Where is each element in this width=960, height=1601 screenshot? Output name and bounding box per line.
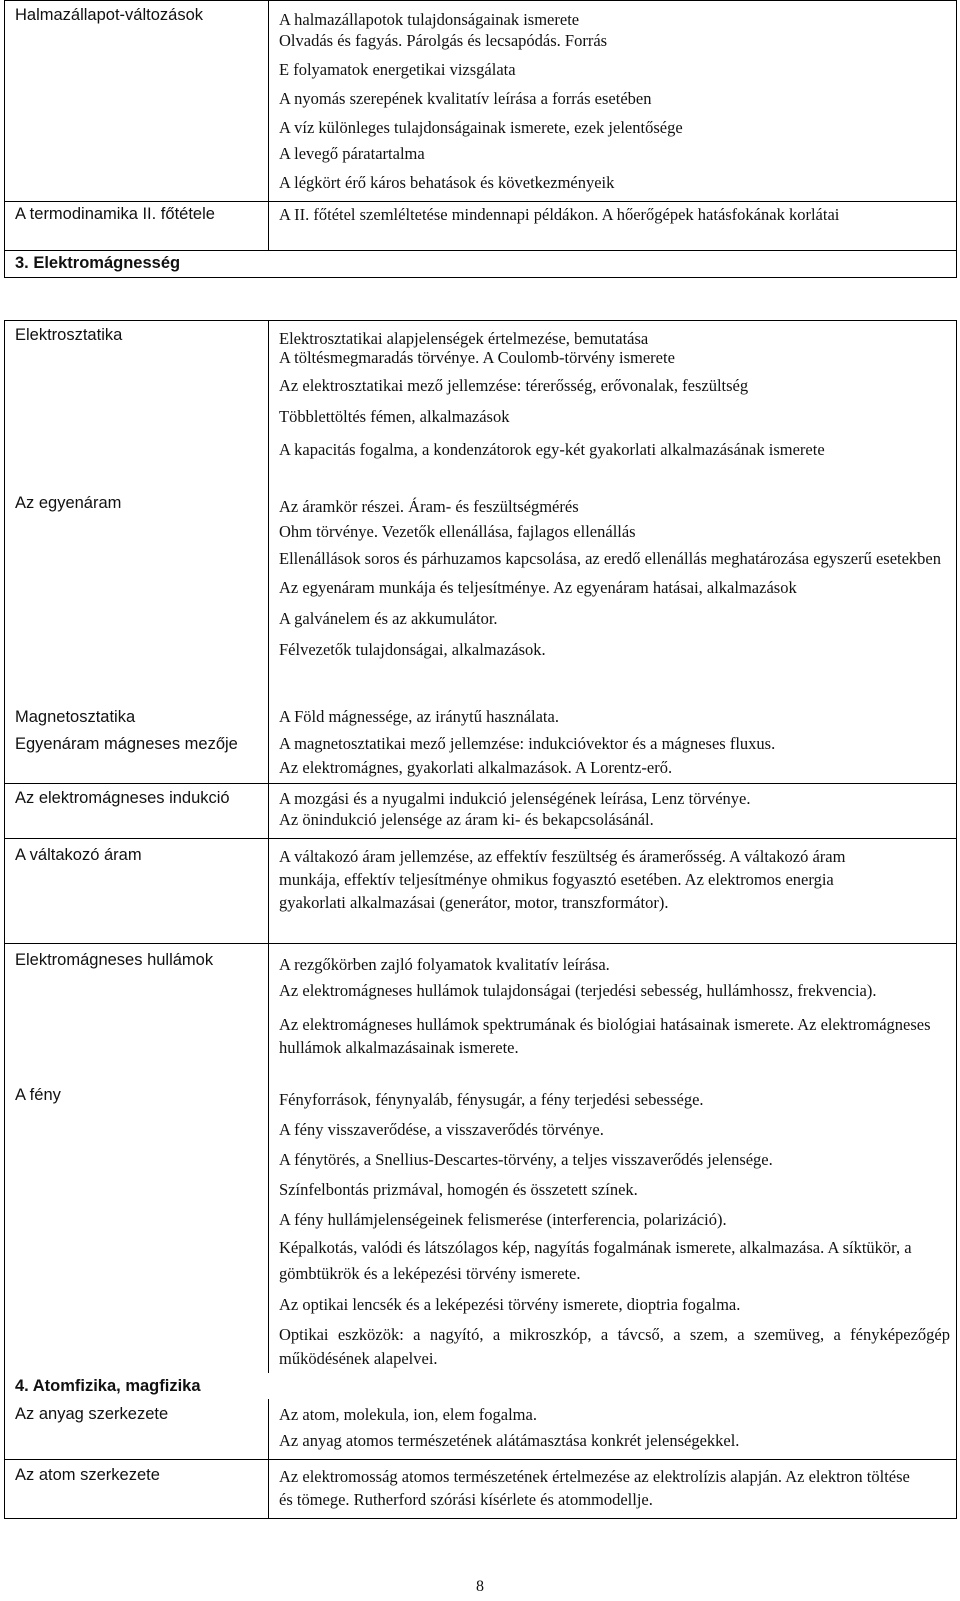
content-line: Olvadás és fagyás. Párolgás és lecsapódás. Forrás	[279, 31, 608, 50]
topic-label: Az egyenáram	[15, 494, 122, 512]
topic-cell	[5, 1399, 269, 1460]
topic-cell	[5, 1080, 269, 1373]
content-cell	[269, 1080, 957, 1373]
topic-cell	[5, 1, 269, 202]
page-number: 8	[476, 1578, 484, 1595]
table-row	[5, 1373, 957, 1399]
content-line: A töltésmegmaradás törvénye. A Coulomb-törvény ismerete	[279, 348, 675, 367]
content-line: A halmazállapotok tulajdonságainak ismerete	[279, 10, 580, 29]
topic-label: A termodinamika II. főtétele	[15, 205, 215, 223]
content-line: Félvezetők tulajdonságai, alkalmazások.	[279, 640, 546, 659]
table-row	[5, 1080, 957, 1373]
content-line: Fényforrások, fénynyaláb, fénysugár, a fény terjedési sebessége.	[279, 1090, 704, 1109]
content-cell	[269, 1, 957, 202]
content-line: Ohm törvénye. Vezetők ellenállása, fajlagos ellenállás	[279, 522, 636, 541]
content-line: Az elektromosság atomos természetének értelmezése az elektrolízis alapján. Az elektron töltése és tömege. Rutherford szórási kísérlete és atommodellje.	[279, 1467, 910, 1509]
content-line: Az elektromágnes, gyakorlati alkalmazások. A Lorentz-erő.	[279, 758, 673, 777]
topic-label: Az anyag szerkezete	[15, 1405, 169, 1423]
content-cell	[269, 1460, 957, 1519]
content-line: A rezgőkörben zajló folyamatok kvalitatív leírása.	[279, 955, 610, 974]
content-line: A fény hullámjelenségeinek felismerése (interferencia, polarizáció).	[279, 1210, 727, 1229]
content-line: A víz különleges tulajdonságainak ismerete, ezek jelentősége	[279, 118, 683, 137]
content-line: A II. főtétel szemléltetése mindennapi példákon. A hőerőgépek hatásfokának korlátai	[279, 205, 840, 224]
content-cell	[269, 701, 957, 784]
content-cell	[269, 839, 957, 944]
content-cell	[269, 202, 957, 251]
table-electromagnetism	[4, 320, 957, 1519]
content-line: A magnetosztatikai mező jellemzése: indukcióvektor és a mágneses fluxus.	[279, 734, 776, 753]
topic-cell	[5, 701, 269, 784]
table-row	[5, 1399, 957, 1460]
table-row	[5, 202, 957, 251]
content-line: A galvánelem és az akkumulátor.	[279, 609, 498, 628]
content-line: Elektrosztatikai alapjelenségek értelmezése, bemutatása	[279, 329, 649, 348]
section-heading: 4. Atomfizika, magfizika	[15, 1377, 201, 1395]
content-line: A nyomás szerepének kvalitatív leírása a forrás esetében	[279, 89, 652, 108]
content-line: A légkört érő káros behatások és következményeik	[279, 173, 615, 192]
content-line: A váltakozó áram jellemzése, az effektív feszültség és áramerősség. A váltakozó áram munkája, effektív teljesítménye ohmikus fogyasztó esetében. Az elektromos energia gyakorlati alkalmazásai (generátor, motor, transzformátor).	[279, 847, 846, 912]
content-line: Színfelbontás prizmával, homogén és összetett színek.	[279, 1180, 638, 1199]
content-line: A fénytörés, a Snellius-Descartes-törvény, a teljes visszaverődés jelensége.	[279, 1150, 773, 1169]
content-line: Az áramkör részei. Áram- és feszültségmérés	[279, 497, 579, 516]
content-line: A mozgási és a nyugalmi indukció jelenségének leírása, Lenz törvénye.	[279, 789, 751, 808]
topic-label: A váltakozó áram	[15, 846, 142, 864]
content-line: Képalkotás, valódi és látszólagos kép, nagyítás fogalmának ismerete, alkalmazása. A síktükör, a gömbtükrök és a leképezési törvény ismerete.	[279, 1238, 912, 1283]
topic-cell	[5, 1460, 269, 1519]
content-cell	[269, 321, 957, 492]
table-row	[5, 784, 957, 839]
content-cell	[269, 784, 957, 839]
content-line: Ellenállások soros és párhuzamos kapcsolása, az eredő ellenállás meghatározása egyszerű esetekben	[279, 549, 942, 568]
content-line: Az atom, molekula, ion, elem fogalma.	[279, 1405, 537, 1424]
topic-label: Elektromágneses hullámok	[15, 951, 214, 969]
topic-cell	[5, 202, 269, 251]
topic-label: Elektrosztatika	[15, 326, 123, 344]
content-line: A kapacitás fogalma, a kondenzátorok egy-két gyakorlati alkalmazásának ismerete	[279, 440, 825, 459]
table-row	[5, 701, 957, 784]
content-line: Az elektromágneses hullámok spektrumának és biológiai hatásainak ismerete. Az elektromágneses hullámok alkalmazásainak ismerete.	[279, 1015, 931, 1057]
topic-label: A fény	[15, 1086, 61, 1104]
table-row	[5, 1460, 957, 1519]
content-line: A levegő páratartalma	[279, 144, 425, 163]
content-cell	[269, 491, 957, 701]
table-row	[5, 251, 957, 278]
section-heading-cell	[5, 251, 957, 278]
topic-cell	[5, 491, 269, 701]
table-row	[5, 1, 957, 202]
table-row	[5, 839, 957, 944]
section-heading: 3. Elektromágnesség	[15, 254, 181, 272]
content-line: Az optikai lencsék és a leképezési törvény ismerete, dioptria fogalma.	[279, 1295, 741, 1314]
section-heading-cell	[5, 1373, 957, 1399]
content-line: E folyamatok energetikai vizsgálata	[279, 60, 516, 79]
content-line: Az önindukció jelensége az áram ki- és bekapcsolásánál.	[279, 810, 654, 829]
content-line: Optikai eszközök: a nagyító, a mikroszkóp, a távcső, a szem, a szemüveg, a fényképezőgép működésének alapelvei.	[279, 1325, 950, 1368]
topic-cell	[5, 784, 269, 839]
content-line: A Föld mágnessége, az iránytű használata.	[279, 707, 559, 726]
table-thermo	[4, 0, 957, 278]
content-line: Az elektrosztatikai mező jellemzése: térerősség, erővonalak, feszültség	[279, 376, 749, 395]
topic-cell	[5, 839, 269, 944]
table-row	[5, 491, 957, 701]
content-line: Az elektromágneses hullámok tulajdonságai (terjedési sebesség, hullámhossz, frekvencia).	[279, 981, 877, 1000]
content-line: Többlettöltés fémen, alkalmazások	[279, 407, 510, 426]
topic-cell	[5, 321, 269, 492]
content-line: A fény visszaverődése, a visszaverődés törvénye.	[279, 1120, 604, 1139]
content-cell	[269, 944, 957, 1081]
topic-cell	[5, 944, 269, 1081]
table-row	[5, 321, 957, 492]
content-line: Az anyag atomos természetének alátámasztása konkrét jelenségekkel.	[279, 1431, 740, 1450]
topic-label: Az elektromágneses indukció	[15, 789, 230, 807]
content-cell	[269, 1399, 957, 1460]
topic-label: Halmazállapot-változások	[15, 6, 204, 24]
topic-label: Magnetosztatika	[15, 708, 136, 726]
topic-label: Az atom szerkezete	[15, 1466, 160, 1484]
content-line: Az egyenáram munkája és teljesítménye. Az egyenáram hatásai, alkalmazások	[279, 578, 797, 597]
table-row	[5, 944, 957, 1081]
topic-label: Egyenáram mágneses mezője	[15, 735, 238, 753]
